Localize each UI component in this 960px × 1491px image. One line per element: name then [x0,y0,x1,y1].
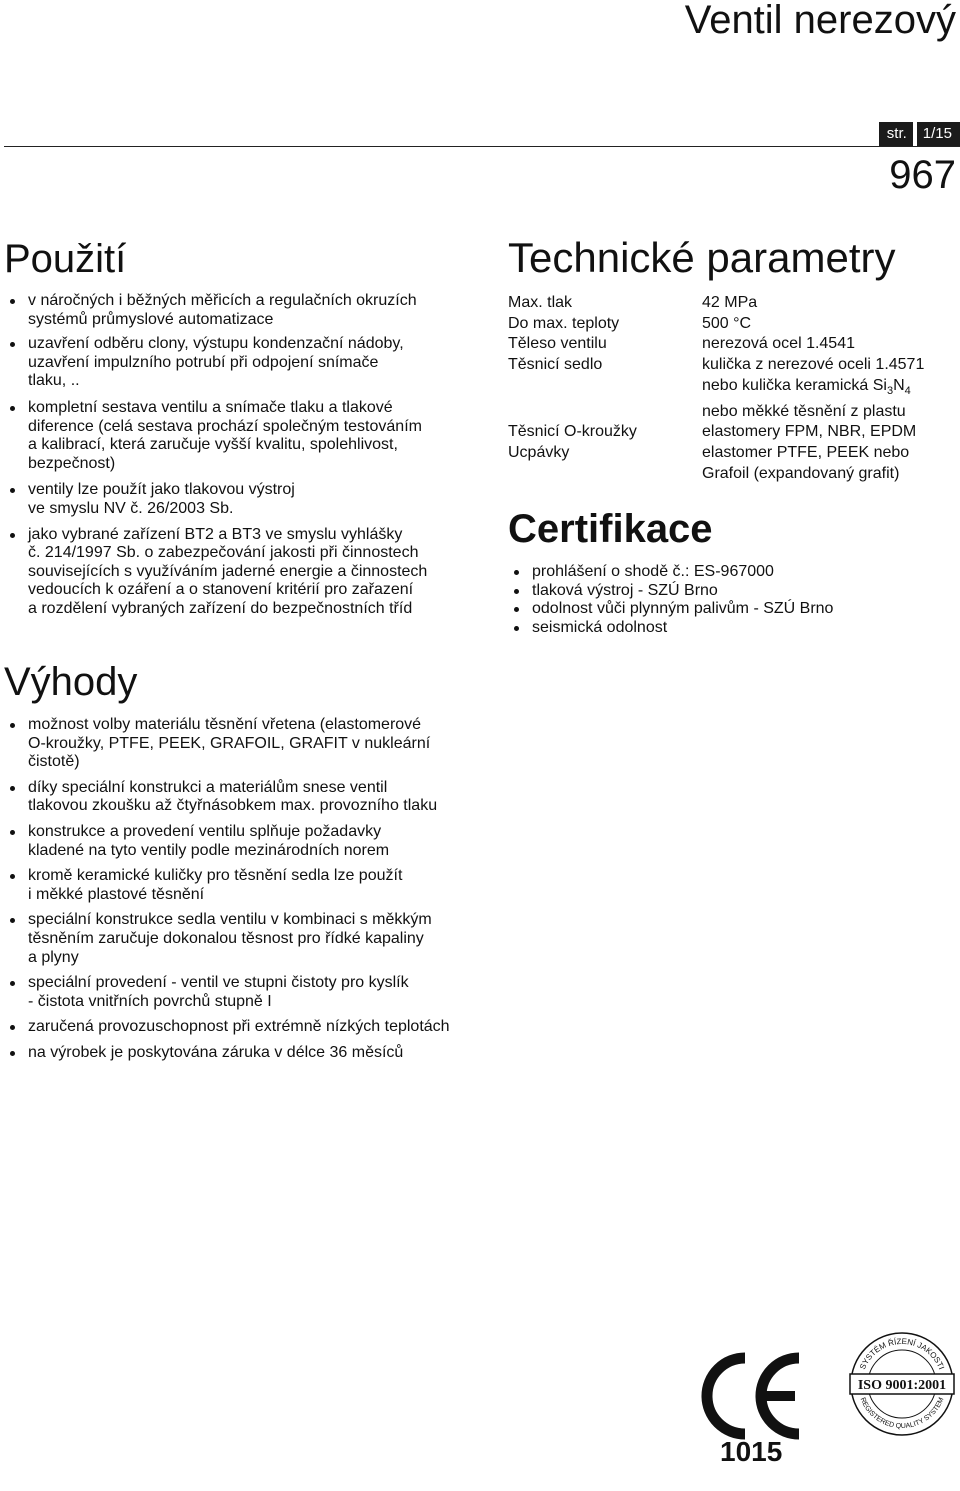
header-rule [4,146,960,147]
param-row [508,402,958,423]
param-label [508,464,702,485]
iso-seal-top-text: SYSTÉM ŘÍZENÍ JAKOSTI [858,1336,947,1371]
page-separator [913,122,917,146]
advantage-item: speciální provedení - ventil ve stupni čistoty pro kyslík - čistota vnitřních povrchů stupně I [4,974,494,1011]
usage-item: ventily lze použít jako tlakovou výstroj ve smyslu NV č. 26/2003 Sb. [4,481,484,518]
advantage-item: na výrobek je poskytována záruka v délce 36 měsíců [4,1044,494,1063]
param-label: Těsnicí sedlo [508,356,603,374]
param-label: Ucpávky [508,444,570,462]
param-row [508,422,958,443]
usage-list [4,292,484,619]
advantage-item: speciální konstrukce sedla ventilu v kombinaci s měkkým těsněním zaručuje dokonalou těsnost pro řídké kapaliny a plyny [4,911,494,967]
param-value: 500 °C [702,314,752,332]
param-value: nebo měkké těsnění z plastu [702,402,906,420]
param-label: Těleso ventilu [508,335,607,353]
formula-sub-si: 3 [886,385,894,397]
certification-item: odolnost vůči plynným palivům - SZÚ Brno [508,600,958,619]
param-label: Těsnicí O-kroužky [508,423,637,441]
param-row [508,355,958,376]
iso-seal-center-text: ISO 9001:2001 [857,1378,947,1393]
param-value: Grafoil (expandovaný grafit) [702,464,900,482]
document-title: Ventil nerezový [684,0,956,42]
page-label: str. [886,125,907,142]
technical-heading: Technické parametry [508,234,896,281]
advantages-heading: Výhody [4,660,138,704]
certification-item: seismická odolnost [508,619,958,638]
formula-sub-n: 4 [904,385,911,397]
param-value [702,376,911,402]
param-label: Do max. teploty [508,314,620,332]
param-label: Max. tlak [508,294,573,311]
usage-item: uzavření odběru clony, výstupu kondenzační nádoby, uzavření impulzního potrubí při odpojení snímače tlaku, .. [4,335,484,391]
param-row [508,376,958,402]
page-number: 1/15 [922,125,952,142]
notified-body-number: 1015 [720,1436,783,1467]
svg-text:SYSTÉM ŘÍZENÍ JAKOSTI [858,1337,946,1371]
iso-seal-bottom-text: REGISTERED QUALITY SYSTEM [858,1396,946,1431]
technical-parameters [508,293,958,485]
ceramic-ball-text: nebo kulička keramická Si [702,376,887,394]
certification-item: prohlášení o shodě č.: ES-967000 [508,563,958,582]
advantage-item: konstrukce a provedení ventilu splňuje požadavky kladené na tyto ventily podle mezinárodních norem [4,823,494,860]
usage-item: v náročných i běžných měřicích a regulačních okruzích systémů průmyslové automatizace [4,292,484,329]
param-row [508,293,958,314]
param-value: 42 MPa [702,294,758,311]
advantage-item: díky speciální konstrukci a materiálům snese ventil tlakovou zkoušku až čtyřnásobkem max. provozního tlaku [4,779,494,816]
usage-item: kompletní sestava ventilu a snímače tlaku a tlakové diference (celá sestava prochází společným testováním a kalibrací, která zaručuje vyšší kvalitu, spolehlivost, bezpečnost) [4,399,484,473]
certification-heading: Certifikace [508,507,713,551]
usage-item: jako vybrané zařízení BT2 a BT3 ve smyslu vyhlášky č. 214/1997 Sb. o zabezpečování jakosti při činnostech souvisejících s využíváním jaderné energie a činnostech vedoucích k ozáření a o stanovení kritérií pro zařazení a rozdělení vybraných zařízení do bezpečnostních tříd [4,526,484,619]
param-value: kulička z nerezové oceli 1.4571 [702,356,925,374]
param-label [508,402,702,423]
page-indicator [879,122,960,146]
param-value: elastomery FPM, NBR, EPDM [702,423,917,441]
advantage-item: možnost volby materiálu těsnění vřetena (elastomerové O-kroužky, PTFE, PEEK, GRAFOIL, GRAFIT v nukleární čistotě) [4,716,494,772]
param-row [508,443,958,464]
advantage-item: kromě keramické kuličky pro těsnění sedla lze použít i měkké plastové těsnění [4,867,494,904]
advantage-item: zaručená provozuschopnost při extrémně nízkých teplotách [4,1018,494,1037]
model-number: 967 [889,153,956,197]
ce-mark-icon [695,1350,805,1442]
iso-certification-seal [848,1330,956,1438]
param-row [508,464,958,485]
param-value: elastomer PTFE, PEEK nebo [702,444,910,462]
param-row [508,314,958,335]
param-label [508,376,702,402]
certification-logos [690,1336,960,1482]
usage-heading: Použití [4,237,127,281]
param-value: nerezová ocel 1.4541 [702,335,855,353]
param-row [508,334,958,355]
certification-list [508,563,958,637]
formula-n: N [893,376,905,394]
certification-item: tlaková výstroj - SZÚ Brno [508,582,958,601]
advantages-list [4,716,494,1063]
